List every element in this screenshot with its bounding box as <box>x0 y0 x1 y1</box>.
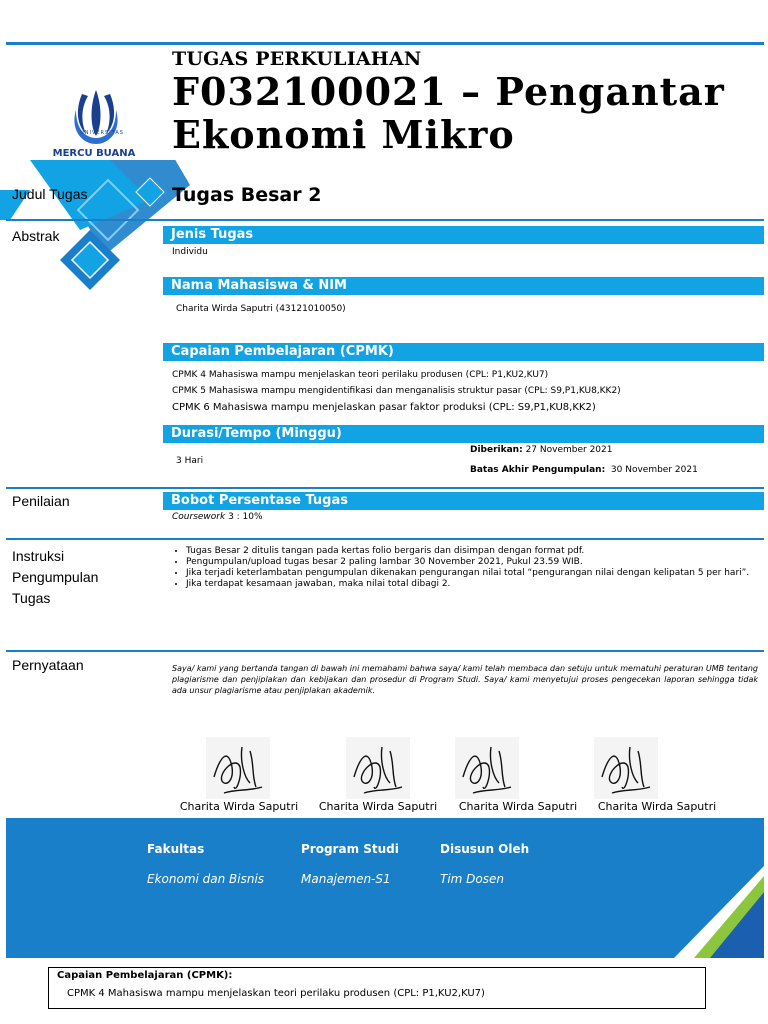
cpmk-heading: Capaian Pembelajaran (CPMK) <box>163 343 764 361</box>
signature-image <box>346 737 410 799</box>
bobot-heading: Bobot Persentase Tugas <box>163 492 764 510</box>
cpmk-item: CPMK 5 Mahasiswa mampu mengidentifikasi dan menganalisis struktur pasar (CPL: S9,P1,KU8,KK2) <box>172 386 621 396</box>
course-title: F032100021 – Pengantar Ekonomi Mikro <box>172 69 725 157</box>
coursework-value: 3 : 10% <box>228 512 263 522</box>
instruksi-label: Instruksi Pengumpulan Tugas <box>12 548 99 606</box>
footer-fakultas-label: Fakultas <box>147 842 205 856</box>
batas-value: 30 November 2021 <box>610 465 698 475</box>
diberikan-value: 27 November 2021 <box>525 445 613 455</box>
signature-name: Charita Wirda Saputri <box>179 800 299 813</box>
diberikan-label: Diberikan: <box>470 445 523 455</box>
section-divider <box>6 650 764 652</box>
pernyataan-label: Pernyataan <box>12 657 84 673</box>
pernyataan-text: Saya/ kami yang bertanda tangan di bawah ini memahami bahwa saya/ kami telah membaca dan setuju untuk mematuhi peraturan UMB tentang plagiarisme dan penjiplakan dan kebijakan dan prosedur di Program Studi. Saya/ kami menyetujui proses pengecekan laporan sehingga tidak ada unsur plagiarisme atau penjiplakan akademik. <box>172 664 759 695</box>
instruksi-item: • Pengumpulan/upload tugas besar 2 paling lambar 30 November 2021, Pukul 23.59 WIB. <box>186 557 758 568</box>
footer-band <box>6 818 764 958</box>
signature-name: Charita Wirda Saputri <box>597 800 717 813</box>
abstrak-label: Abstrak <box>12 228 60 244</box>
instruksi-item: • Jika terdapat kesamaan jawaban, maka nilai total dibagi 2. <box>186 579 758 590</box>
cpmk-summary-heading: Capaian Pembelajaran (CPMK): <box>57 970 233 981</box>
section-divider <box>6 219 764 221</box>
coursework-label: Coursework <box>172 512 226 522</box>
signature-image <box>455 737 519 799</box>
logo-university-name: MERCU BUANA <box>52 148 136 159</box>
signature-image <box>206 737 270 799</box>
footer-prodi-label: Program Studi <box>301 842 399 856</box>
penilaian-label: Penilaian <box>12 493 70 509</box>
judul-tugas-label: Judul Tugas <box>12 186 88 202</box>
nama-mahasiswa-value: Charita Wirda Saputri (43121010050) <box>176 304 346 314</box>
logo-university-label: UNIVERSITAS <box>80 130 124 136</box>
durasi-heading: Durasi/Tempo (Minggu) <box>163 425 764 443</box>
signature-image <box>594 737 658 799</box>
document-type-heading: TUGAS PERKULIAHAN <box>172 48 422 70</box>
instruksi-item: • Jika terjadi keterlambatan pengumpulan dikenakan pengurangan nilai total “pengurangan nilai dengan kelipatan 5 per hari”. <box>186 568 758 579</box>
durasi-value: 3 Hari <box>176 456 204 466</box>
decorative-diamonds <box>0 160 190 290</box>
cpmk-item: CPMK 6 Mahasiswa mampu menjelaskan pasar faktor produksi (CPL: S9,P1,KU8,KK2) <box>172 402 596 413</box>
signature-name: Charita Wirda Saputri <box>318 800 438 813</box>
instruksi-list <box>172 546 758 590</box>
footer-corner-decoration <box>664 866 764 958</box>
coursework-row <box>172 512 263 522</box>
batas-label: Batas Akhir Pengumpulan: <box>470 465 606 475</box>
jenis-tugas-value: Individu <box>172 247 208 257</box>
diberikan-row <box>470 445 612 455</box>
section-divider <box>6 538 764 540</box>
signature-name: Charita Wirda Saputri <box>458 800 578 813</box>
top-divider <box>6 42 764 45</box>
judul-tugas-value: Tugas Besar 2 <box>172 184 322 206</box>
section-divider <box>6 487 764 489</box>
nama-mahasiswa-heading: Nama Mahasiswa & NIM <box>163 277 764 295</box>
batas-row <box>470 465 698 475</box>
footer-disusun-label: Disusun Oleh <box>440 842 530 856</box>
cpmk-summary-text: CPMK 4 Mahasiswa mampu menjelaskan teori perilaku produsen (CPL: P1,KU2,KU7) <box>67 988 485 999</box>
footer-prodi-value: Manajemen-S1 <box>301 872 391 886</box>
cpmk-summary-box <box>48 967 706 1009</box>
footer-fakultas-value: Ekonomi dan Bisnis <box>147 872 265 886</box>
cpmk-item: CPMK 4 Mahasiswa mampu menjelaskan teori perilaku produsen (CPL: P1,KU2,KU7) <box>172 370 549 380</box>
jenis-tugas-heading: Jenis Tugas <box>163 226 764 244</box>
instruksi-item: • Tugas Besar 2 ditulis tangan pada kertas folio bergaris dan disimpan dengan format pdf. <box>186 546 758 557</box>
footer-disusun-value: Tim Dosen <box>440 872 504 886</box>
